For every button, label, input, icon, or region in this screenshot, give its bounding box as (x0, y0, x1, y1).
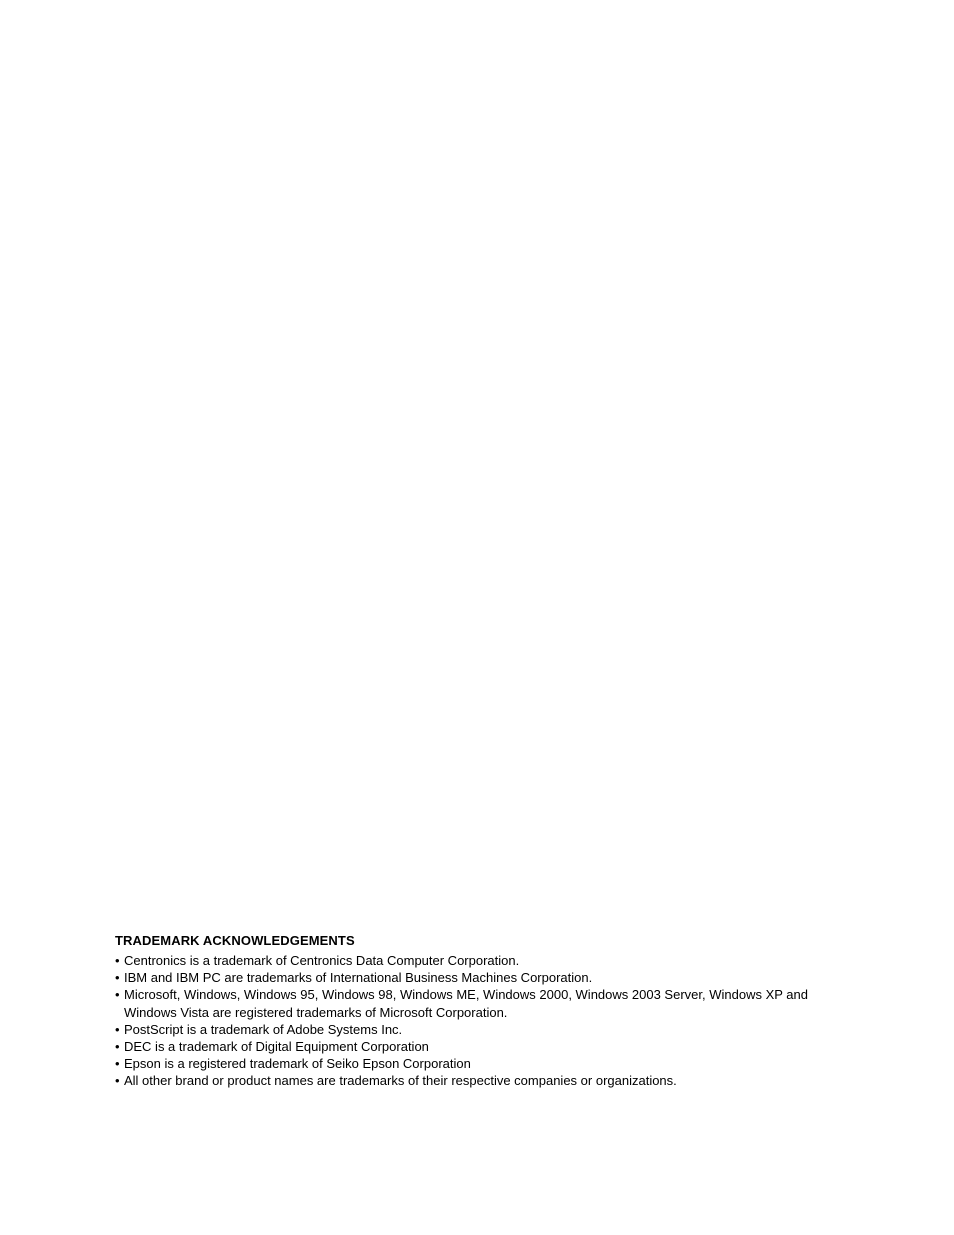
trademark-item-ibm (115, 969, 845, 986)
trademark-text: All other brand or product names are trademarks of their respective companies or organizations. (124, 1073, 677, 1089)
trademark-text: DEC is a trademark of Digital Equipment Corporation (124, 1039, 429, 1055)
trademark-acknowledgements-section (115, 932, 845, 1090)
trademark-item-postscript (115, 1021, 845, 1038)
trademark-text: Centronics is a trademark of Centronics Data Computer Corporation. (124, 953, 520, 968)
bullet-icon: • (115, 970, 120, 986)
trademark-item-centronics (115, 952, 845, 969)
trademark-item-epson (115, 1055, 845, 1072)
trademark-text: IBM and IBM PC are trademarks of International Business Machines Corporation. (124, 970, 593, 986)
trademark-heading: TRADEMARK ACKNOWLEDGEMENTS (115, 933, 355, 948)
bullet-icon: • (115, 1021, 120, 1037)
trademark-item-other-brands (115, 1072, 845, 1089)
bullet-icon: • (115, 1039, 120, 1055)
trademark-text: Epson is a registered trademark of Seiko Epson Corporation (124, 1056, 471, 1072)
trademark-item-microsoft (115, 986, 845, 1020)
bullet-icon: • (115, 987, 120, 1003)
trademark-list (115, 952, 845, 1090)
trademark-text: PostScript is a trademark of Adobe Systems Inc. (124, 1021, 403, 1037)
bullet-icon: • (115, 953, 120, 968)
trademark-text: Microsoft, Windows, Windows 95, Windows 98, Windows ME, Windows 2000, Windows 2003 Server, Windows XP and Windows Vista are registered trademarks of Microsoft Corporation. (124, 987, 808, 1020)
bullet-icon: • (115, 1073, 120, 1089)
trademark-item-dec (115, 1038, 845, 1055)
bullet-icon: • (115, 1056, 120, 1072)
